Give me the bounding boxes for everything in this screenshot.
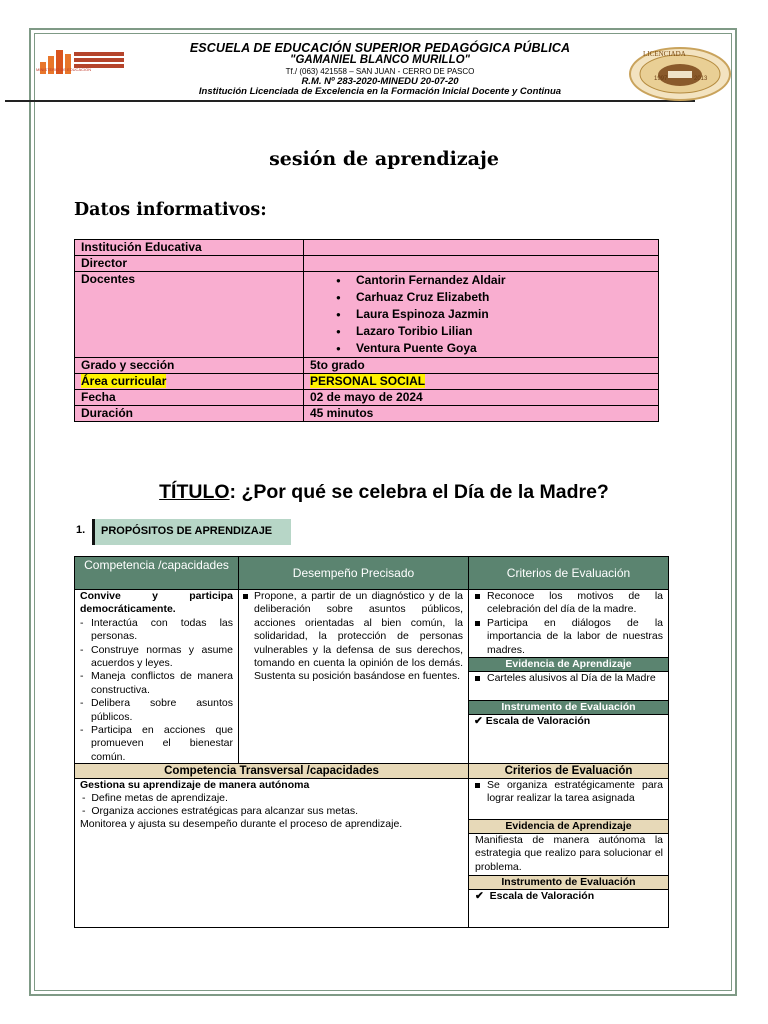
list-item: - Organiza acciones estratégicas para alcanzar sus metas. — [82, 805, 359, 817]
criterios-cell — [475, 590, 663, 657]
transversal-cell — [80, 779, 465, 831]
letterhead — [0, 38, 768, 102]
list-item: Participa en diálogos de la importancia de la labor de nuestras madres. — [475, 617, 663, 657]
list-item: ● Cantorin Fernandez Aldair — [336, 272, 658, 289]
grado-label: Grado y sección — [75, 358, 304, 374]
list-item: - Define metas de aprendizaje. — [82, 792, 228, 804]
area-label: Área curricular — [81, 374, 167, 388]
header-rule — [5, 100, 695, 102]
school-tagline: Institución Licenciada de Excelencia en la Formación Inicial Docente y Continua — [198, 86, 562, 97]
desempeno-text: Propone, a partir de un diagnóstico y de la deliberación sobre asuntos públicos, acciones orientadas al bien común, la solidaridad, la protección de personas vulnerables y la defensa de sus derechos, tomando en cuenta la opinión de los demás. Sustenta su posición basándose en fuentes. — [254, 590, 463, 683]
col-header-competencia: Competencia /capacidades — [75, 557, 238, 589]
list-item — [475, 779, 663, 806]
institucion-label: Institución Educativa — [75, 240, 304, 256]
list-item: ● Carhuaz Cruz Elizabeth — [336, 289, 658, 306]
ministry-logo-caption: MINISTERIO DE EDUCACIÓN — [36, 67, 92, 72]
transversal-criterio-text: Se organiza estratégicamente para lograr realizar la tarea asignada — [487, 779, 663, 805]
page-title: sesión de aprendizaje — [269, 148, 499, 170]
titulo-label: TÍTULO — [159, 481, 230, 503]
list-item: - Interactúa con todas las personas. — [80, 616, 233, 643]
table-row — [75, 374, 659, 390]
table-row — [75, 240, 659, 256]
desempeno-item — [243, 590, 463, 684]
list-item: - Maneja conflictos de manera constructiva. — [80, 670, 233, 696]
instrumento-header: Instrumento de Evaluación — [469, 701, 668, 714]
transversal-criterio-cell — [475, 779, 663, 806]
session-title — [0, 481, 768, 504]
transversal-evidencia-text: Manifiesta de manera autónoma la estrategia que realizo para solucionar el problema. — [475, 834, 663, 873]
evidencia-text: Carteles alusivos al Día de la Madre — [487, 672, 656, 684]
competencia-cell — [80, 590, 233, 764]
competencia-title: Convive y participa democráticamente. — [80, 590, 233, 616]
transversal-evidencia-header: Evidencia de Aprendizaje — [469, 820, 668, 833]
divider — [238, 557, 239, 763]
propositos-table — [74, 556, 669, 928]
section-heading-datos: Datos informativos: — [74, 200, 267, 220]
seal-year-left: 1997 — [654, 76, 668, 82]
seal-text: LICENCIADA — [643, 50, 686, 58]
director-label: Director — [75, 256, 304, 272]
grado-value: 5to grado — [304, 358, 659, 374]
fecha-value: 02 de mayo de 2024 — [304, 390, 659, 406]
seal-year-right: 2013 — [694, 76, 708, 82]
table-row — [75, 406, 659, 422]
school-name: "GAMANIEL BLANCO MURILLO" — [290, 54, 470, 66]
transversal-title: Gestiona su aprendizaje de manera autónoma — [80, 779, 310, 791]
institucion-value — [304, 240, 659, 256]
propositos-number: 1. — [76, 524, 86, 536]
list-item — [475, 672, 663, 685]
table-row — [75, 272, 659, 358]
transversal-instrumento-text: Escala de Valoración — [489, 890, 595, 902]
list-item: ● Lazaro Toribio Lilian — [336, 323, 658, 340]
instrumento-text: Escala de Valoración — [485, 715, 591, 727]
docentes-value — [304, 272, 659, 358]
table-row — [75, 256, 659, 272]
desempeno-cell — [243, 590, 463, 684]
list-item: - Participa en acciones que promueven el bienestar común. — [80, 724, 233, 763]
instrumento-cell — [474, 715, 662, 728]
list-item: - Construye normas y asume acuerdos y leyes. — [80, 643, 233, 670]
propositos-heading: PROPÓSITOS DE APRENDIZAJE — [95, 519, 291, 545]
transversal-instrumento-cell — [475, 890, 663, 903]
list-item: ● Ventura Puente Goya — [336, 340, 658, 357]
titulo-text: : ¿Por qué se celebra el Día de la Madre? — [229, 481, 609, 503]
list-item: - Delibera sobre asuntos públicos. — [80, 697, 233, 723]
list-item: Reconoce los motivos de la celebración del día de la madre. — [475, 590, 663, 617]
transversal-criterios-header: Criterios de Evaluación — [469, 764, 668, 778]
checkmark-icon: ✔ — [474, 715, 483, 727]
evidencia-cell — [475, 672, 663, 685]
table-row — [75, 358, 659, 374]
docentes-list — [310, 272, 658, 357]
transversal-header: Competencia Transversal /capacidades — [75, 764, 468, 778]
area-label-cell — [75, 374, 304, 390]
duracion-value: 45 minutos — [304, 406, 659, 422]
docentes-label: Docentes — [75, 272, 304, 358]
fecha-label: Fecha — [75, 390, 304, 406]
checkmark-icon: ✔ — [475, 890, 484, 902]
col-header-desempeno: Desempeño Precisado — [239, 557, 468, 589]
school-rm: R.M. Nº 283-2020-MINEDU 20-07-20 — [301, 76, 459, 87]
evidencia-header: Evidencia de Aprendizaje — [469, 658, 668, 671]
director-value — [304, 256, 659, 272]
transversal-instrumento-header: Instrumento de Evaluación — [469, 876, 668, 889]
area-value-cell — [304, 374, 659, 390]
area-value: PERSONAL SOCIAL — [310, 374, 426, 388]
list-item: ● Laura Espinoza Jazmin — [336, 306, 658, 323]
school-line: ESCUELA DE EDUCACIÓN SUPERIOR PEDAGÓGICA PÚBLICA — [189, 41, 571, 55]
divider — [468, 557, 469, 927]
transversal-extra: Monitorea y ajusta su desempeño durante el proceso de aprendizaje. — [80, 818, 403, 830]
school-contact: Tf./ (063) 421558 – SAN JUAN - CERRO DE PASCO — [285, 67, 475, 76]
duracion-label: Duración — [75, 406, 304, 422]
col-header-criterios: Criterios de Evaluación — [469, 557, 668, 589]
info-table — [74, 239, 659, 422]
table-row — [75, 390, 659, 406]
